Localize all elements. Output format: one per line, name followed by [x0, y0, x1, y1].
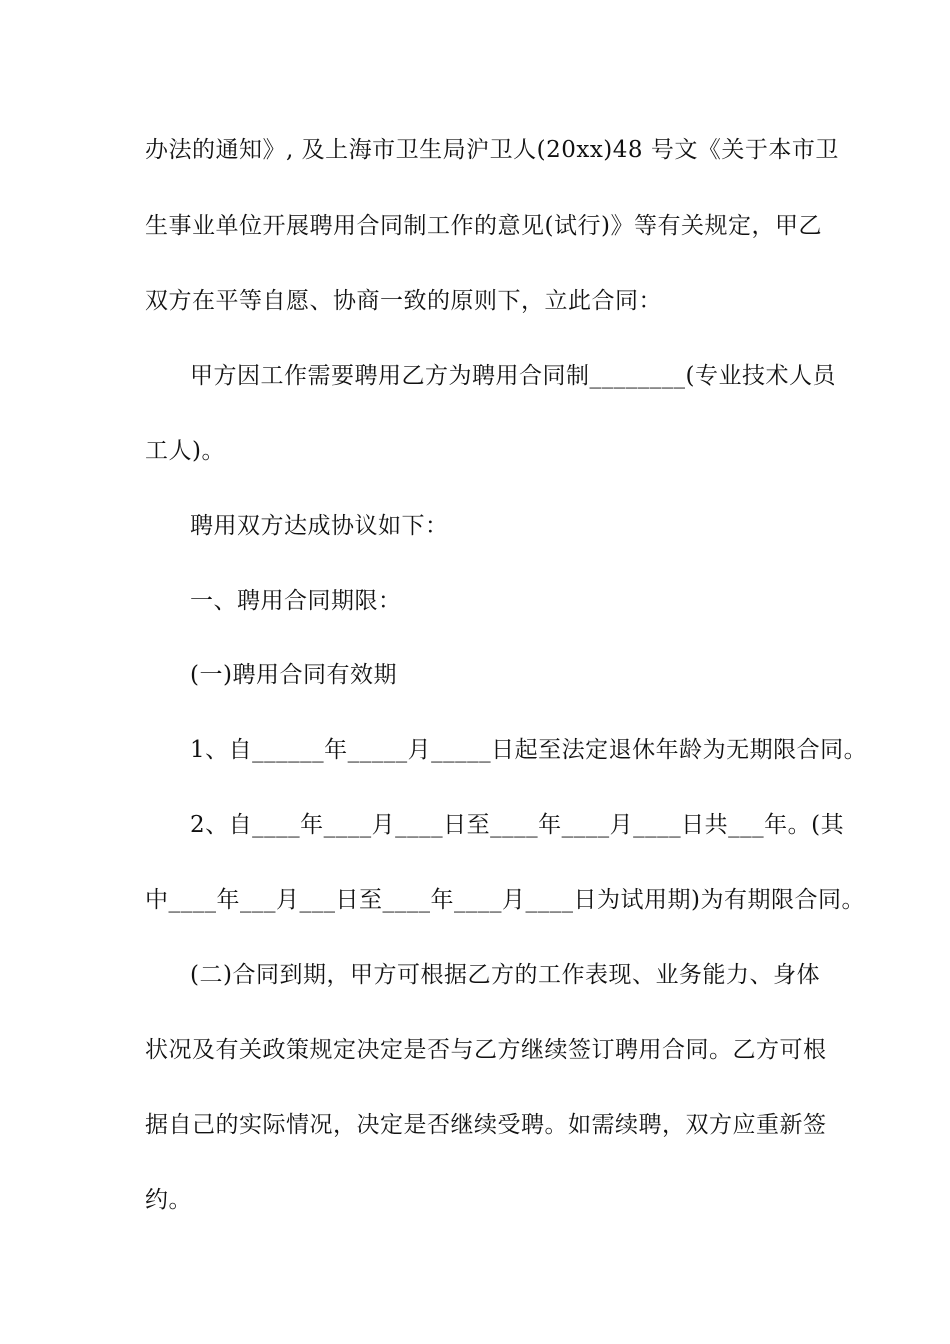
text-line-4: 甲方因工作需要聘用乙方为聘用合同制________(专业技术人员 — [190, 363, 836, 389]
text-line-2: 生事业单位开展聘用合同制工作的意见(试行)》等有关规定，甲乙 — [145, 213, 822, 239]
clause-2-continued: 中____年___月___日至____年____月____日为试用期)为有期限合同。 — [145, 887, 865, 913]
text-line-5: 工人)。 — [145, 438, 225, 464]
subsection-2-line-3: 据自己的实际情况，决定是否继续受聘。如需续聘，双方应重新签 — [145, 1112, 827, 1138]
subsection-2-line-2: 状况及有关政策规定决定是否与乙方继续签订聘用合同。乙方可根 — [145, 1037, 827, 1063]
clause-1: 1、自______年_____月_____日起至法定退休年龄为无期限合同。 — [190, 737, 868, 763]
text-line-1: 办法的通知》, 及上海市卫生局沪卫人(20xx)48 号文《关于本市卫 — [145, 137, 839, 163]
subsection-2-line-1: (二)合同到期，甲方可根据乙方的工作表现、业务能力、身体 — [190, 962, 820, 988]
clause-2: 2、自____年____月____日至____年____月____日共___年。(其 — [190, 812, 845, 838]
text-line-6: 聘用双方达成协议如下： — [190, 513, 449, 539]
subsection-2-line-4: 约。 — [145, 1187, 192, 1213]
text-line-3: 双方在平等自愿、协商一致的原则下，立此合同： — [145, 288, 662, 314]
subsection-heading-1: (一)聘用合同有效期 — [190, 662, 397, 688]
section-heading-1: 一、聘用合同期限： — [190, 588, 402, 614]
